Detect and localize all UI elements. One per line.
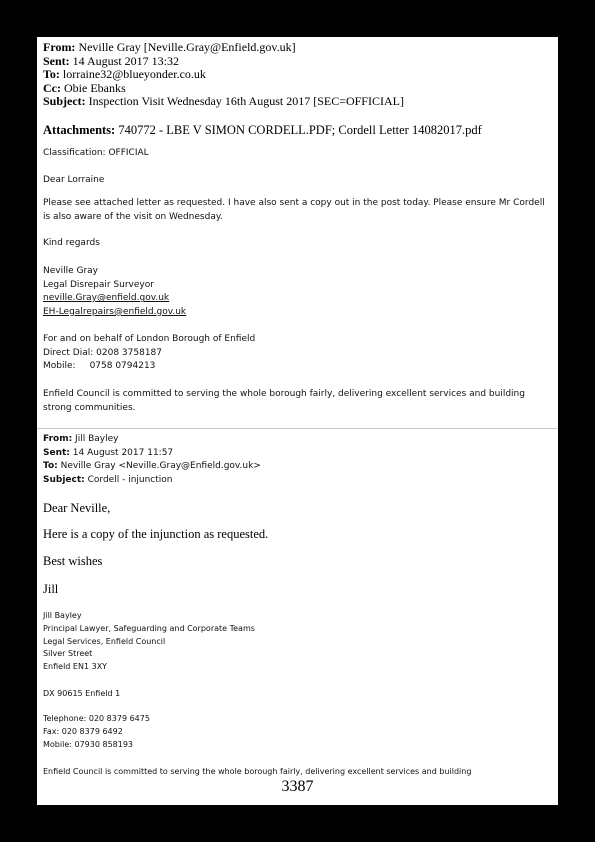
sig-title: Principal Lawyer, Safeguarding and Corporate Teams [43,623,255,633]
mobile-value: 0758 0794213 [89,361,156,372]
subject-label: Subject: [43,94,86,108]
email2-dx: DX 90615 Enfield 1 [43,689,121,698]
email2-footer: Enfield Council is committed to serving the whole borough fairly, delivering excellent services and building [43,767,472,776]
email2-body: Here is a copy of the injunction as requested. [43,527,269,541]
sig-legalrepairs-link[interactable]: EH-Legalrepairs@enfield.gov.uk [43,306,187,317]
email1-body [43,197,552,224]
email1-subject [43,95,404,109]
to-label: To: [43,67,60,81]
sig-name: Neville Gray [43,266,99,276]
email1-sent [43,55,404,69]
email1-signature [43,265,552,319]
sig-email-link[interactable]: neville.Gray@enfield.gov.uk [43,293,170,304]
attachments-value: 740772 - LBE V SIMON CORDELL.PDF; Cordell Letter 14082017.pdf [118,123,482,137]
email1-footer [43,388,552,415]
sent-value: 14 August 2017 11:57 [72,447,174,458]
subject-value: Inspection Visit Wednesday 16th August 2017 [SEC=OFFICIAL] [88,94,404,108]
sig-name: Jill Bayley [43,611,82,620]
sent-value: 14 August 2017 13:32 [72,53,180,68]
email2-signoff: Jill [43,582,59,596]
sig-fax: Fax: 020 8379 6492 [43,726,123,736]
behalf-line: For and on behalf of London Borough of Enfield [43,334,256,344]
to-value: Neville Gray <Neville.Gray@Enfield.gov.uk> [60,461,261,472]
from-label: From: [43,434,73,444]
email1-classification: Classification: OFFICIAL [43,148,149,158]
subject-label: Subject: [43,474,85,485]
email1-from [43,41,404,55]
email2-to [43,460,261,474]
email2-phones [43,713,552,751]
sent-label: Sent: [43,53,70,68]
email2-subject [43,474,261,488]
mobile-label: Mobile: [43,361,76,372]
email1-contact [43,333,552,374]
email1-cc [43,82,404,96]
sig-mobile: Mobile: 07930 858193 [43,739,134,749]
mobile-line [43,360,552,374]
attachments-label: Attachments: [43,123,116,137]
subject-value: Cordell - injunction [87,474,173,485]
sig-town: Enfield EN1 3XY [43,662,108,672]
cc-label: Cc: [43,80,61,95]
to-label: To: [43,461,58,472]
email2-from [43,433,261,447]
email2-closing: Best wishes [43,554,103,568]
email2-sent [43,447,261,461]
email2-header [43,433,261,487]
from-value: Jill Bayley [75,434,119,444]
to-value: lorraine32@blueyonder.co.uk [62,67,206,81]
divider [37,428,558,429]
sig-tel: Telephone: 020 8379 6475 [43,714,150,723]
page-number: 3387 [281,778,314,795]
email1-attachments [43,123,482,138]
email1-closing: Kind regards [43,238,100,248]
document-page [37,37,558,805]
from-label: From: [43,40,76,54]
from-value: Neville Gray [Neville.Gray@Enfield.gov.uk] [78,40,296,54]
email1-body-text: Please see attached letter as requested. I have also sent a copy out in the post today. Please ensure Mr Cordell is also aware of the visit on Wednesday. [43,198,545,222]
email2-greeting: Dear Neville, [43,501,111,515]
email1-greeting: Dear Lorraine [43,175,105,185]
sent-label: Sent: [43,447,70,458]
email1-header [43,41,404,109]
sig-dept: Legal Services, Enfield Council [43,636,166,646]
email2-signature [43,610,552,674]
sig-title: Legal Disrepair Surveyor [43,279,154,290]
cc-value: Obie Ebanks [64,80,126,95]
direct-dial: Direct Dial: 0208 3758187 [43,347,162,358]
email1-footer-text: Enfield Council is committed to serving the whole borough fairly, delivering excellent services and building strong communities. [43,389,525,413]
sig-street: Silver Street [43,649,93,659]
email1-to [43,68,404,82]
